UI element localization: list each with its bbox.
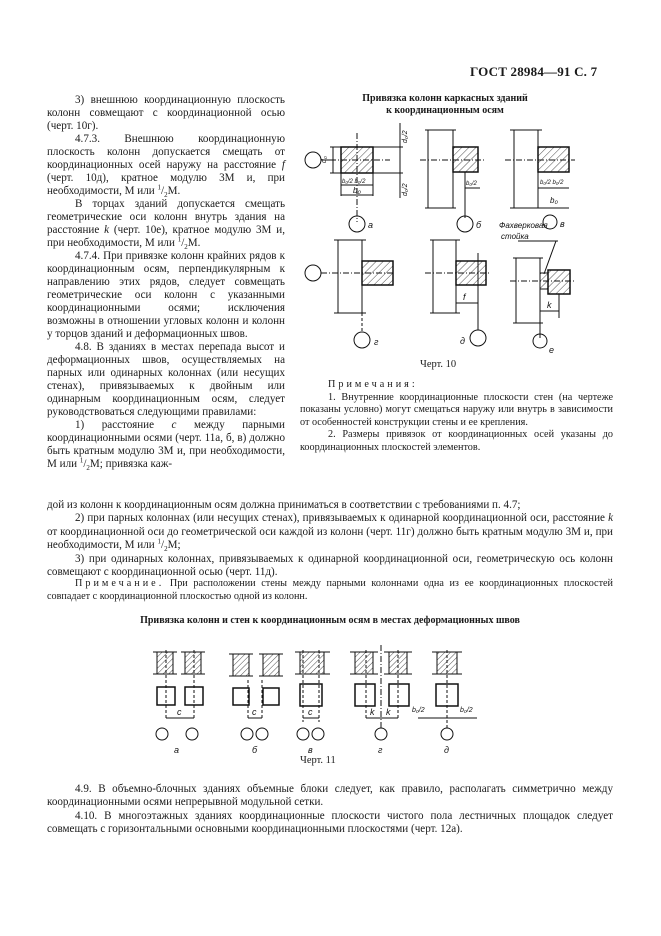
svg-text:в: в bbox=[560, 219, 565, 229]
fig11-d bbox=[412, 650, 477, 755]
svg-text:стойка: стойка bbox=[501, 232, 529, 241]
figure-10-caption: Черт. 10 bbox=[420, 359, 457, 370]
svg-text:а: а bbox=[368, 220, 374, 230]
svg-text:b₀/2: b₀/2 bbox=[460, 707, 473, 714]
svg-text:b₀/2 b₀/2: b₀/2 b₀/2 bbox=[540, 180, 564, 186]
svg-text:е: е bbox=[549, 345, 555, 355]
figure-11-caption: Черт. 11 bbox=[300, 755, 336, 766]
svg-text:c: c bbox=[252, 707, 257, 717]
paragraph-4-8: 4.8. В зданиях в местах перепада высот и деформационных швов, осуществляемых на парных или одинарных колоннах (или несущих стенах), привязываемых к двойным или одинарным координационным осям, следует руководствоваться следующими правилами: bbox=[47, 341, 285, 418]
fig11-v bbox=[295, 650, 330, 755]
fig11-a bbox=[153, 650, 205, 755]
fig11-g bbox=[350, 645, 412, 755]
paragraph-4-9: 4.9. В объемно-блочных зданиях объемные блоки следует, как правило, располагать симметрично между координационными осями непрерывной модульной сетки. bbox=[47, 783, 613, 809]
svg-text:d₀/2: d₀/2 bbox=[402, 130, 409, 143]
paragraph: 3) при одинарных колоннах, привязываемых к одинарной координационной оси, геометрическую ось колонн совмещают с координационной осью (черт. 11д). bbox=[47, 552, 613, 579]
note-2: 2. Размеры привязок от координационных осей указаны до координационных плоскостей элементов. bbox=[300, 429, 613, 453]
paragraph: В торцах зданий допускается смещать геометрические оси колонн внутрь здания на расстояние k (черт. 10е), кратное модулю 3М и, при необходимости, М или $^1/_2М$. bbox=[47, 198, 285, 252]
svg-text:c: c bbox=[177, 707, 182, 717]
svg-text:d₀/2: d₀/2 bbox=[402, 183, 409, 196]
svg-text:k: k bbox=[386, 707, 391, 717]
paragraph: 1) расстояние c между парными координационными осями (черт. 11а, б, в) должно быть кратным модулю 3М и, при необходимости, М или $^1/_2М$; привязка каж- bbox=[47, 419, 285, 473]
fig10-v bbox=[505, 130, 575, 229]
svg-text:k: k bbox=[370, 707, 375, 717]
paragraph-4-10: 4.10. В многоэтажных зданиях координационные плоскости чистого пола лестничных площадок следует совмещать с горизонтальными основными координационными плоскостями (черт. 12а). bbox=[47, 809, 613, 836]
paragraph-4-7-4: 4.7.4. При привязке колонн крайних рядов к координационным осям, перпендикулярным к направлению этих рядов, следует совмещать геометрические оси колонн с указанными координационными осями; исключения возможны в отношении угловых колонн и колонн у торцов зданий и деформационных швов. bbox=[47, 250, 285, 340]
svg-text:b₀/2: b₀/2 bbox=[466, 181, 477, 187]
svg-text:k: k bbox=[547, 300, 552, 310]
left-column-text bbox=[47, 94, 285, 471]
svg-text:Фахверковая: Фахверковая bbox=[499, 221, 548, 230]
fig10-a bbox=[305, 123, 409, 232]
fig10-b bbox=[420, 130, 485, 232]
svg-text:д: д bbox=[444, 745, 449, 755]
figure-10-notes bbox=[300, 379, 613, 455]
svg-text:а: а bbox=[174, 745, 180, 755]
svg-text:b₀: b₀ bbox=[550, 196, 558, 205]
fig10-g bbox=[305, 240, 395, 348]
paragraph: 3) внешнюю координационную плоскость колонн совмещают с координационной осью (черт. 10г). bbox=[47, 94, 285, 132]
svg-text:c: c bbox=[308, 707, 313, 717]
svg-text:д: д bbox=[460, 336, 465, 346]
svg-text:d₀: d₀ bbox=[321, 156, 328, 163]
figure-10-title: Привязка колонн каркасных зданий к координационным осям bbox=[362, 93, 528, 116]
svg-text:б: б bbox=[476, 220, 482, 230]
paragraph-4-7-3: 4.7.3. Внешнюю координационную плоскость колонн допускается смещать от координационных осей наружу на расстояние f (черт. 10д), кратное модулю 3М и, при необходимости, М или $^1/_2М$. bbox=[47, 133, 285, 200]
svg-text:b₀/2: b₀/2 bbox=[412, 707, 425, 714]
full-width-rules bbox=[47, 499, 613, 579]
note-paragraph: Примечание. При расположении стены между парными колоннами одна из ее координационных плоскостей совпадает с координационной плоскостью одной из колонн. bbox=[47, 578, 613, 602]
svg-text:г: г bbox=[374, 337, 379, 347]
paragraph: 2) при парных колоннах (или несущих стенах), привязываемых к одинарной координационной оси, расстояние k от координационной оси до геометрической оси каждой из колонн (черт. 11г) должно быть кратным модулю 3М и, при необходимости, М или $^1/_2М$; bbox=[47, 512, 613, 554]
notes-heading: Примечания: bbox=[328, 379, 418, 390]
svg-text:b₀/2 b₀/2: b₀/2 b₀/2 bbox=[342, 179, 366, 185]
note-1: 1. Внутренние координационные плоскости стен (на чертеже показаны условно) могут смещаться наружу или внутрь в зависимости от особенностей конструкции стены и ее крепления. bbox=[300, 391, 613, 428]
svg-text:б: б bbox=[252, 745, 258, 755]
page-header: ГОСТ 28984—91 С. 7 bbox=[470, 64, 598, 79]
fig10-e bbox=[499, 221, 576, 355]
bottom-paragraphs bbox=[47, 783, 613, 837]
svg-text:в: в bbox=[308, 745, 313, 755]
figure-11-title: Привязка колонн и стен к координационным осям в местах деформационных швов bbox=[140, 615, 520, 626]
svg-text:г: г bbox=[378, 745, 383, 755]
figure-10-drawing bbox=[300, 118, 620, 358]
paragraph: дой из колонн к координационным осям должна приниматься в соответствии с требованиями п. 4.7; bbox=[47, 499, 521, 511]
fig10-d bbox=[425, 240, 490, 346]
svg-text:b₀: b₀ bbox=[353, 186, 361, 195]
fig11-b bbox=[229, 654, 283, 755]
svg-text:f: f bbox=[463, 292, 466, 302]
figure-11-drawing bbox=[140, 640, 520, 755]
